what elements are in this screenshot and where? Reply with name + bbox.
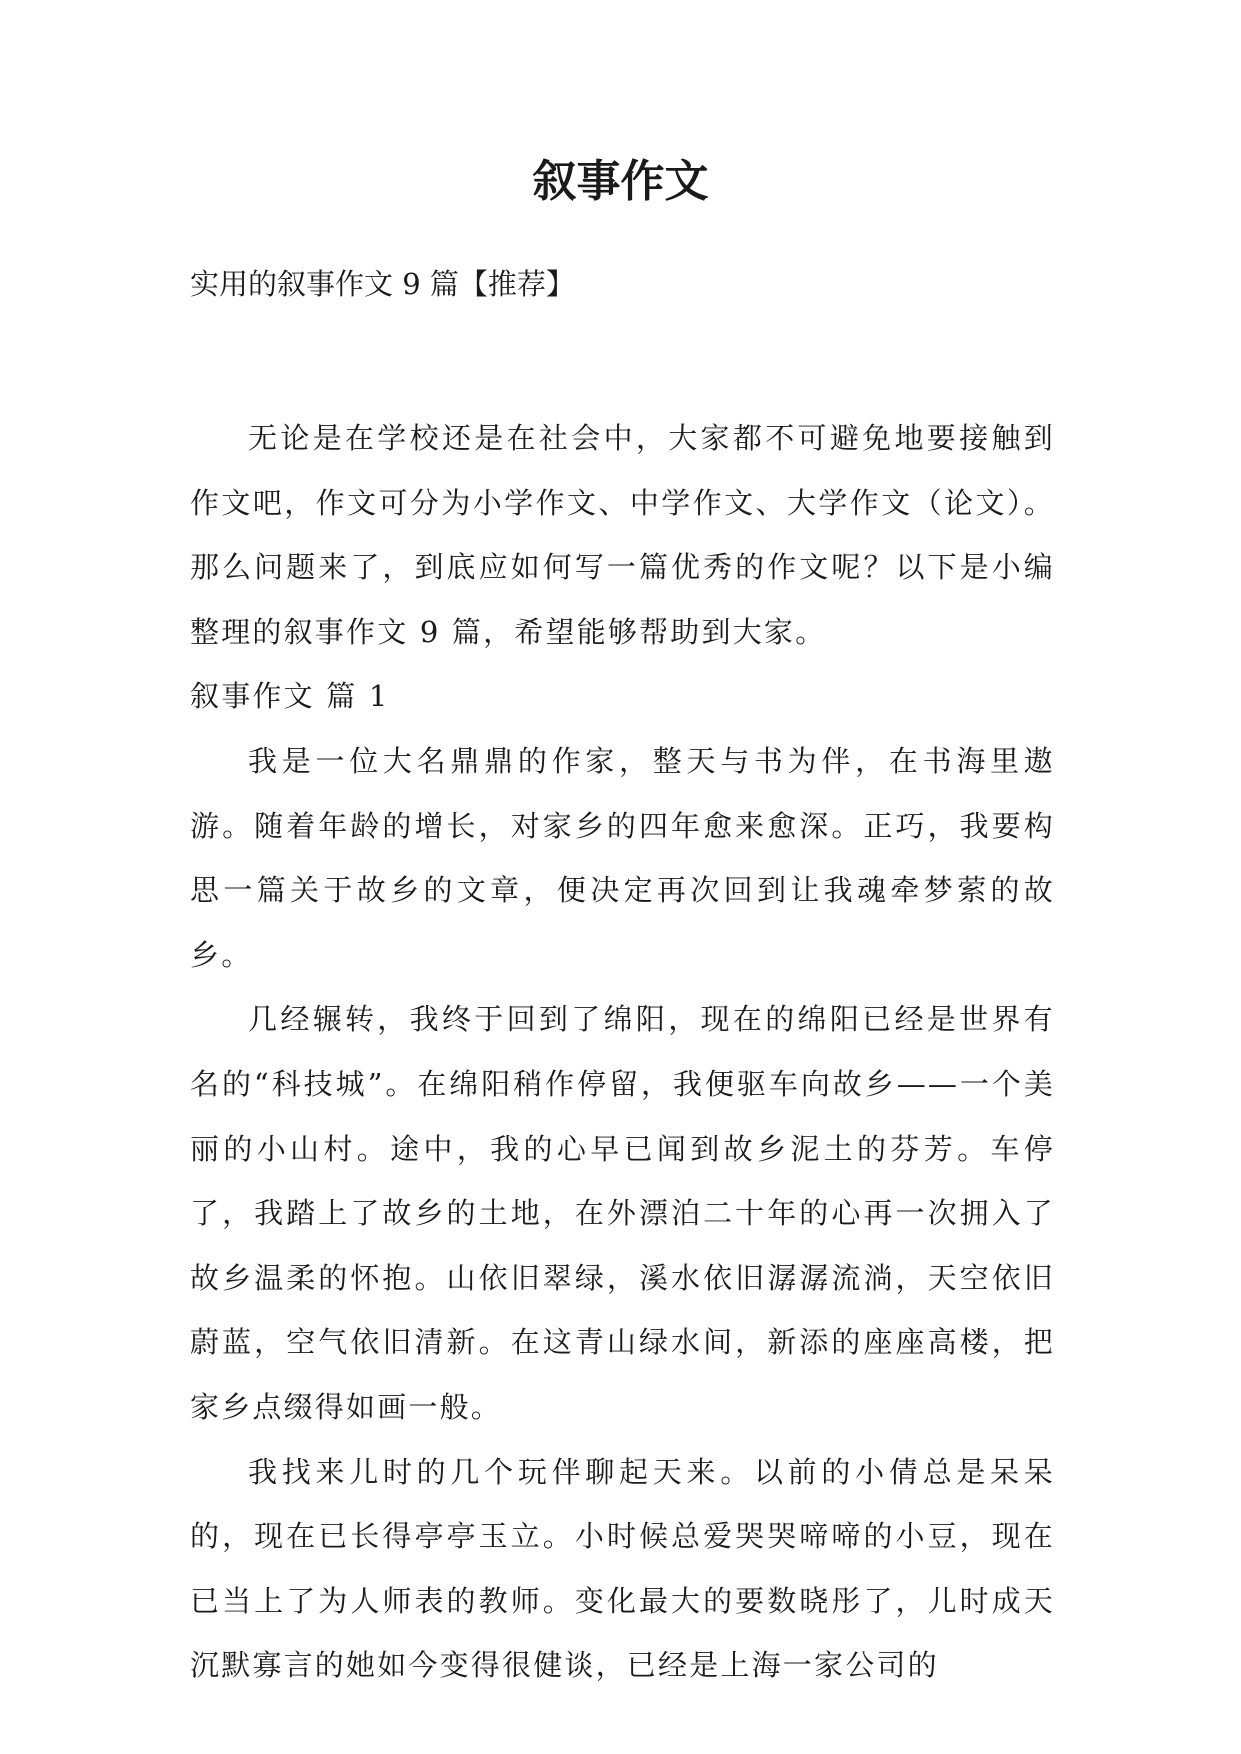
section-heading: 叙事作文 篇 1 <box>190 679 390 714</box>
document-body <box>190 406 1055 1698</box>
body-paragraph: 几经辗转，我终于回到了绵阳，现在的绵阳已经是世界有名的“科技城”。在绵阳稍作停留，我便驱车向故乡——一个美丽的小山村。途中，我的心早已闻到故乡泥土的芬芳。车停了，我踏上了故乡的土地，在外漂泊二十年的心再一次拥入了故乡温柔的怀抱。山依旧翠绿，溪水依旧潺潺流淌，天空依旧蔚蓝，空气依旧清新。在这青山绿水间，新添的座座高楼，把家乡点缀得如画一般。 <box>190 1002 1055 1424</box>
intro-paragraph: 无论是在学校还是在社会中，大家都不可避免地要接触到作文吧，作文可分为小学作文、中学作文、大学作文（论文）。那么问题来了，到底应如何写一篇优秀的作文呢？以下是小编整理的叙事作文 9 篇，希望能够帮助到大家。 <box>190 421 1055 649</box>
document-subtitle: 实用的叙事作文 9 篇【推荐】 <box>190 267 575 301</box>
document-title: 叙事作文 <box>532 156 709 207</box>
body-paragraph: 我找来儿时的几个玩伴聊起天来。以前的小倩总是呆呆的，现在已长得亭亭玉立。小时候总爱哭哭啼啼的小豆，现在已当上了为人师表的教师。变化最大的要数晓彤了，儿时成天沉默寡言的她如今变得很健谈，已经是上海一家公司的 <box>190 1454 1055 1683</box>
body-paragraph: 我是一位大名鼎鼎的作家，整天与书为伴，在书海里遨游。随着年龄的增长，对家乡的四年愈来愈深。正巧，我要构思一篇关于故乡的文章，便决定再次回到让我魂牵梦萦的故乡。 <box>190 743 1055 972</box>
